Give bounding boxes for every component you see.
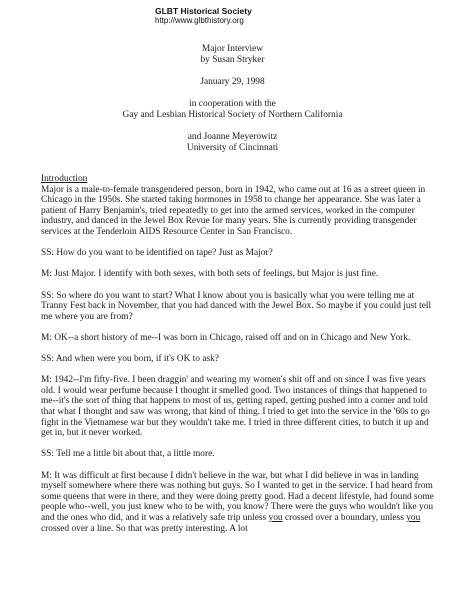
paragraph-text: M: It was difficult at first because I didn't believe in the war, but what I did believe in was in landing myself somewhere where there was nothing but guys. So I wanted to get in the service. I had heard from some queens that were in there, and they were doing pretty good. Had a decent lifestyle, had found some people who--well, you just knew who to be with, you know? There were the guys who wouldn't like you and the ones who did, and it was a relatively safe trip unless: [41, 470, 434, 523]
title-block: [40, 44, 425, 154]
society-line: Gay and Lesbian Historical Society of Northern California: [122, 110, 343, 120]
paragraph: M: 1942--I'm fifty-five. I been draggin' and wearing my women's shit off and on since I was five years old. I would wear perfume because I thought it smelled good. Two instances of things that happened to me--it's the sort of thing that happens to most of us, getting raped, getting pushed into a corner and told that what I thought and saw was wrong, that kind of thing. I tried to get into the service in the '60s to go fight in the Vietnamese war but they wouldn't take me. I tried in three different cities, to butch it up and get in, but it never worked.: [41, 375, 430, 439]
paragraph-text: crossed over a boundary, unless: [282, 513, 407, 523]
cooperation-line: in cooperation with the: [189, 99, 276, 109]
author-line: by Susan Stryker: [200, 55, 265, 65]
paragraph: SS: How do you want to be identified on tape? Just as Major?: [41, 248, 273, 259]
title-line: Major Interview: [201, 44, 264, 54]
document-body: [41, 174, 434, 545]
coauthor-line: and Joanne Meyerowitz: [187, 132, 278, 142]
header-org-name: GLBT Historical Society: [155, 6, 252, 16]
paragraph: SS: So where do you want to start? What I know about you is basically what you were telling me at Tranny Fest back in November, that you had danced with the Jewel Box. So maybe if you could just tell me where you are from?: [41, 290, 432, 322]
underlined-word: you: [268, 513, 283, 523]
paragraph-text: crossed over a line. So that was pretty interesting. A lot: [41, 523, 248, 534]
paragraph: M: Just Major. I identify with both sexes, with both sets of feelings, but Major is just fine.: [41, 269, 379, 280]
date-line: January 29, 1998: [200, 77, 265, 87]
paragraph: M: OK--a short history of me--I was born in Chicago, raised off and on in Chicago and New York.: [41, 332, 411, 343]
underlined-word: you: [406, 513, 421, 523]
university-line: University of Cincinnati: [186, 143, 279, 153]
intro-heading: Introduction: [41, 174, 88, 184]
paragraph: SS: And when were you born, if it's OK to ask?: [41, 354, 219, 365]
intro-paragraph: Major is a male-to-female transgendered person, born in 1942, who came out at 16 as a street queen in Chicago in the 1950s. She started taking hormones in 1958 to change her appearance. She was later a patient of Harry Benjamin's, tried repeatedly to get into the armed services, worked in the computer industry, and danced in the Jewel Box Revue for many years. She is currently providing transgender services at the Tenderloin AIDS Resource Center in San Francisco.: [41, 184, 426, 237]
page-header: [155, 6, 252, 26]
paragraph: [41, 471, 434, 535]
paragraph: SS: Tell me a little bit about that, a little more.: [41, 449, 215, 460]
header-url: http://www.glbthistory.org: [155, 16, 244, 25]
